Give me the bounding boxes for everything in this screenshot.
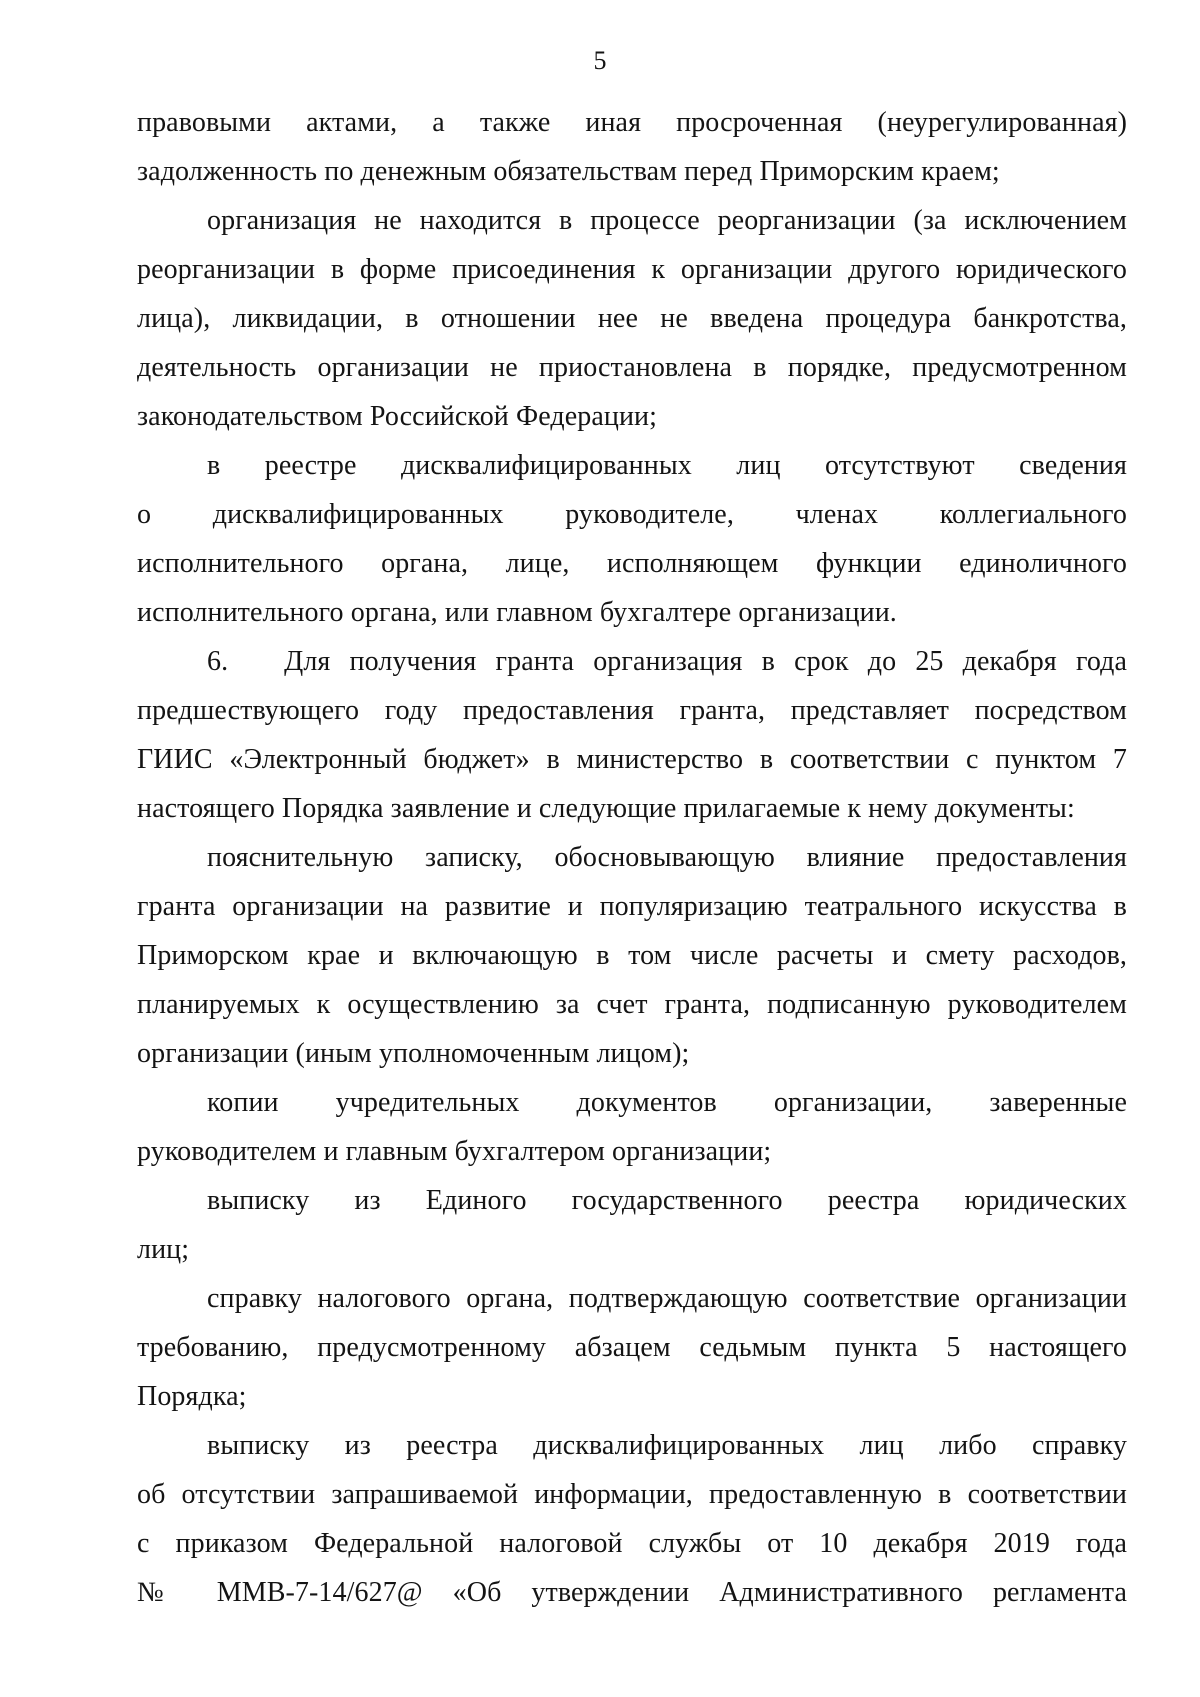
page-number: 5 <box>593 46 607 75</box>
paragraph-no-reorganization <box>137 196 1127 441</box>
text-line: правовыми актами, а также иная просроченная (неурегулированная) <box>137 107 1127 138</box>
text-fragment: Для получения гранта организация в срок до 25 декабря года <box>284 646 1127 677</box>
text-line: организации (иным уполномоченным лицом); <box>137 1038 690 1069</box>
paragraph-tax-certificate <box>137 1274 1127 1421</box>
text-line: об отсутствии запрашиваемой информации, предоставленную в соответствии <box>137 1479 1127 1510</box>
text-line: о дисквалифицированных руководителе, членах коллегиального <box>137 499 1127 530</box>
text-line <box>137 637 1127 686</box>
text-line: Приморском крае и включающую в том числе расчеты и смету расходов, <box>137 940 1127 971</box>
text-line: гранта организации на развитие и популяризацию театрального искусства в <box>137 891 1127 922</box>
text-line: справку налогового органа, подтверждающую соответствие организации <box>207 1283 1127 1314</box>
paragraph-explanatory-note <box>137 833 1127 1078</box>
text-line: руководителем и главным бухгалтером организации; <box>137 1136 772 1167</box>
text-line: реорганизации в форме присоединения к организации другого юридического <box>137 254 1127 285</box>
text-line: с приказом Федеральной налоговой службы от 10 декабря 2019 года <box>137 1528 1127 1559</box>
paragraph-debt-continuation <box>137 98 1127 196</box>
item-number: 6. <box>207 646 229 677</box>
text-line: требованию, предусмотренному абзацем седьмым пункта 5 настоящего <box>137 1332 1127 1363</box>
text-line: в реестре дисквалифицированных лиц отсутствуют сведения <box>207 450 1127 481</box>
paragraph-disqualified-extract <box>137 1421 1127 1617</box>
text-line: организация не находится в процессе реорганизации (за исключением <box>207 205 1127 236</box>
text-line: планируемых к осуществлению за счет гранта, подписанную руководителем <box>137 989 1127 1020</box>
text-line: Порядка; <box>137 1381 247 1412</box>
text-line: копии учредительных документов организации, заверенные <box>207 1087 1127 1118</box>
text-line: выписку из реестра дисквалифицированных лиц либо справку <box>207 1430 1127 1461</box>
text-line: настоящего Порядка заявление и следующие прилагаемые к нему документы: <box>137 793 1075 824</box>
text-line: исполнительного органа, или главном бухгалтере организации. <box>137 597 897 628</box>
text-line: исполнительного органа, лице, исполняющем функции единоличного <box>137 548 1127 579</box>
text-line: пояснительную записку, обосновывающую влияние предоставления <box>207 842 1127 873</box>
paragraph-egrul-extract <box>137 1176 1127 1274</box>
text-line: законодательством Российской Федерации; <box>137 401 657 432</box>
text-line: № ММВ-7-14/627@ «Об утверждении Административного регламента <box>137 1577 1127 1608</box>
text-line: лица), ликвидации, в отношении нее не введена процедура банкротства, <box>137 303 1127 334</box>
text-line: деятельность организации не приостановлена в порядке, предусмотренном <box>137 352 1127 383</box>
text-line: задолженность по денежным обязательствам перед Приморским краем; <box>137 156 1000 187</box>
paragraph-disqualified-registry <box>137 441 1127 637</box>
text-line: выписку из Единого государственного реестра юридических <box>207 1185 1127 1216</box>
text-line: лиц; <box>137 1234 190 1265</box>
paragraph-founding-documents <box>137 1078 1127 1176</box>
text-line: ГИИС «Электронный бюджет» в министерство в соответствии с пунктом 7 <box>137 744 1127 775</box>
document-body <box>137 98 1127 1617</box>
text-line: предшествующего году предоставления гранта, представляет посредством <box>137 695 1127 726</box>
paragraph-item-6 <box>137 637 1127 833</box>
